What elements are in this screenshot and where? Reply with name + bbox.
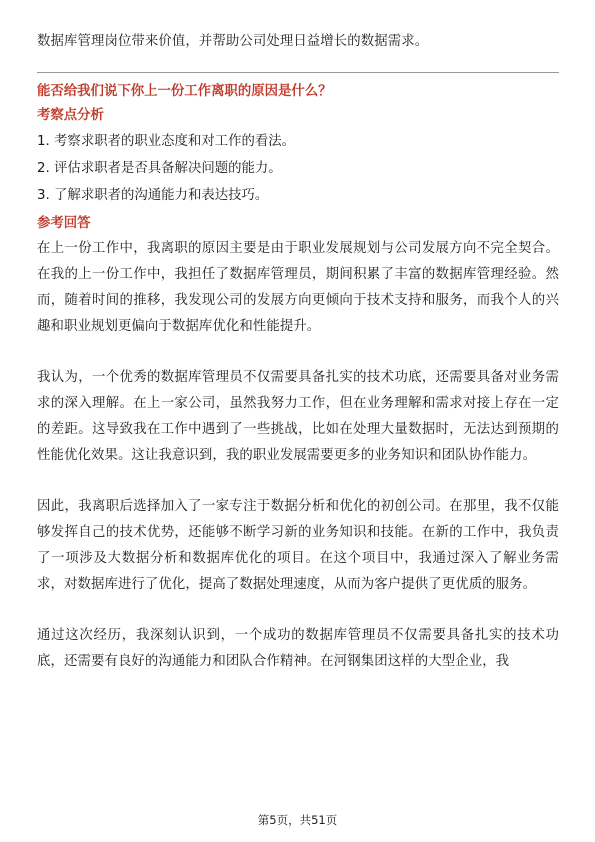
analysis-item-1: 1. 考察求职者的职业态度和对工作的看法。 — [37, 134, 296, 149]
page-number: 第5页，共51页 — [257, 813, 338, 827]
paragraph-gap — [37, 598, 559, 623]
answer-paragraph-2: 我认为，一个优秀的数据库管理员不仅需要具备扎实的技术功底，还需要具备对业务需求的深入理解。在上一家公司，虽然我努力工作，但在业务理解和需求对接上存在一定的差距。这导致我在工作中遇到了一些挑战，比如在处理大量数据时，无法达到预期的性能优化效果。这让我意识到，我的职业发展需要更多的业务知识和团队协作能力。 — [37, 370, 559, 463]
page-content — [37, 29, 559, 675]
analysis-item-3: 3. 了解求职者的沟通能力和表达技巧。 — [37, 188, 269, 203]
answer-paragraph-3: 因此，我离职后选择加入了一家专注于数据分析和优化的初创公司。在那里，我不仅能够发挥自己的技术优势，还能够不断学习新的业务知识和技能。在新的工作中，我负责了一项涉及大数据分析和数据库优化的项目。在这个项目中，我通过深入了解业务需求，对数据库进行了优化，提高了数据处理速度，从而为客户提供了更优质的服务。 — [37, 499, 559, 592]
paragraph-gap — [37, 340, 559, 365]
analysis-item-2: 2. 评估求职者是否具备解决问题的能力。 — [37, 161, 282, 176]
analysis-title: 考察点分析 — [37, 108, 104, 123]
answer-paragraph-4: 通过这次经历，我深刻认识到，一个成功的数据库管理员不仅需要具备扎实的技术功底，还需要有良好的沟通能力和团队合作精神。在河钢集团这样的大型企业，我 — [37, 628, 559, 669]
intro-line: 数据库管理岗位带来价值，并帮助公司处理日益增长的数据需求。 — [37, 34, 429, 49]
answer-title: 参考回答 — [37, 216, 91, 231]
paragraph-gap — [37, 469, 559, 494]
answer-paragraph-1: 在上一份工作中，我离职的原因主要是由于职业发展规划与公司发展方向不完全契合。在我的上一份工作中，我担任了数据库管理员，期间积累了丰富的数据库管理经验。然而，随着时间的推移，我发现公司的发展方向更倾向于技术支持和服务，而我个人的兴趣和职业规划更偏向于数据库优化和性能提升。 — [37, 241, 559, 334]
question-heading: 能否给我们说下你上一份工作离职的原因是什么？ — [37, 84, 332, 99]
section-divider — [37, 72, 559, 73]
